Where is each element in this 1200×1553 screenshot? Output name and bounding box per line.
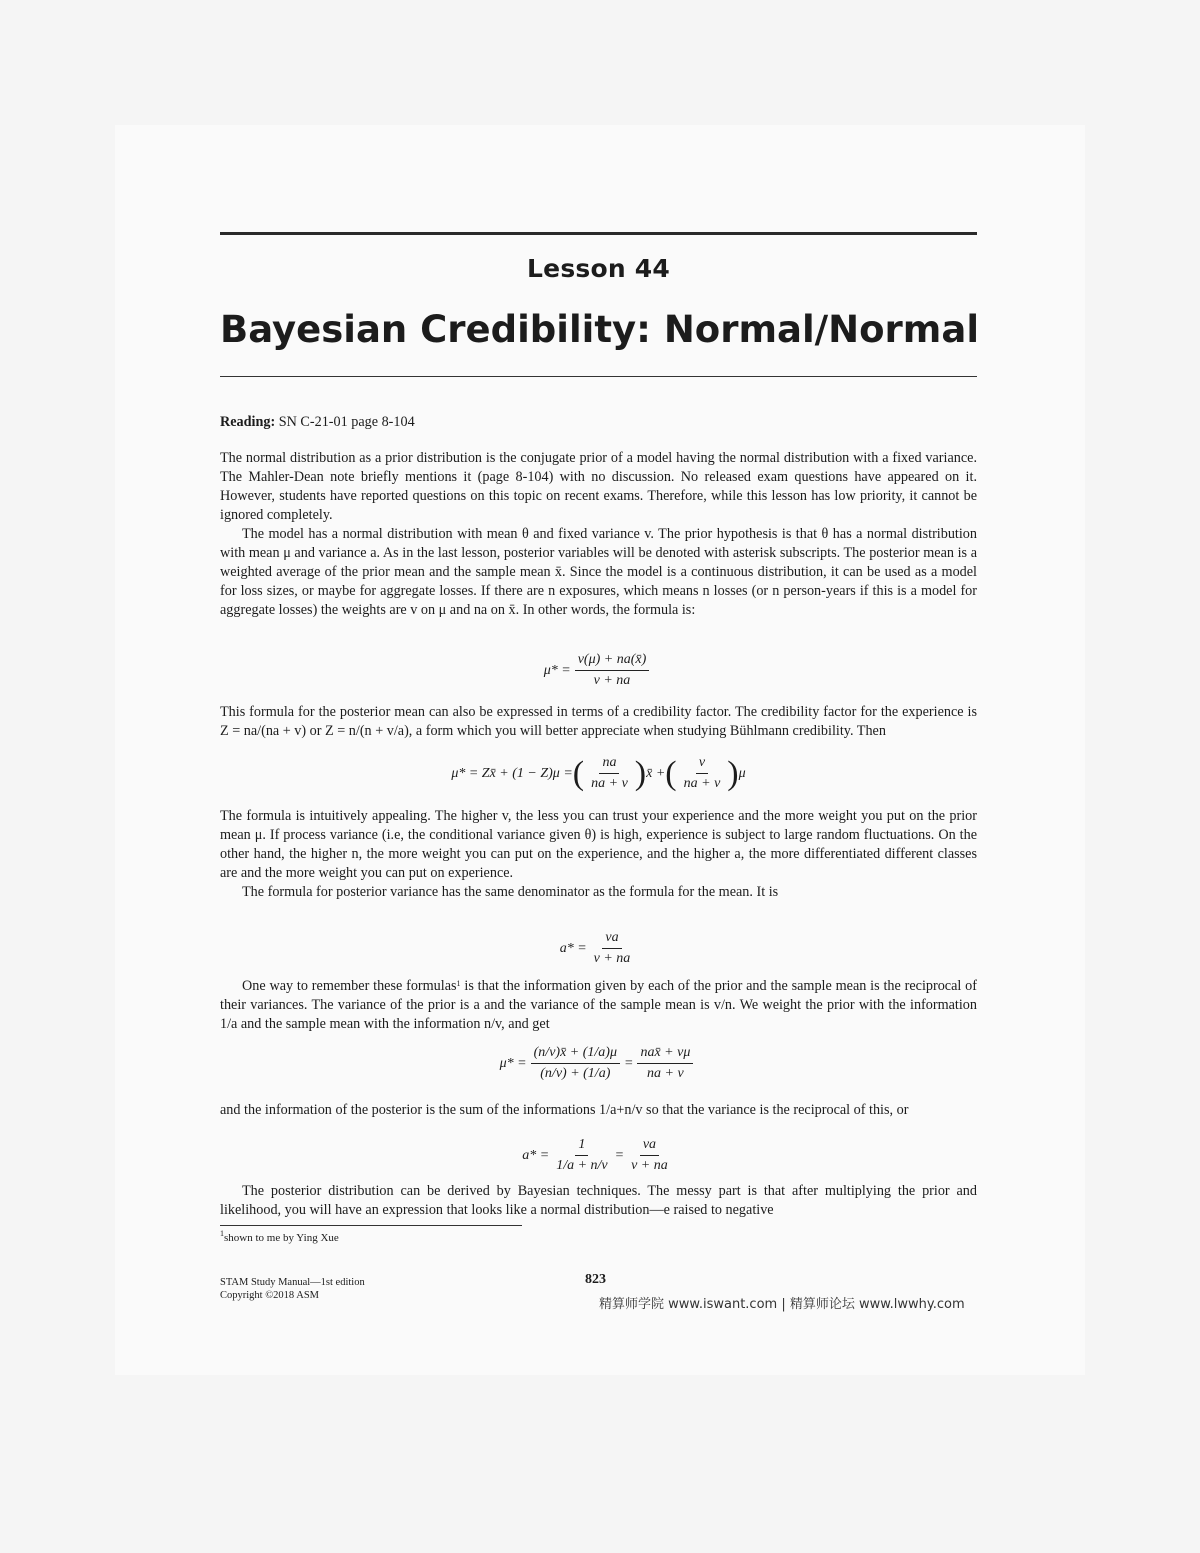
footer-edition — [220, 1276, 365, 1302]
paragraph-2: The model has a normal distribution with mean θ and fixed variance v. The prior hypothesis is that θ has a normal distribution with mean μ and variance a. As in the last lesson, posterior variables will be denoted with asterisk subscripts. The posterior mean is a weighted average of the prior mean and the sample mean x̄. Since the model is a continuous distribution, it can be used as a model for loss sizes, or maybe for aggregate losses. If there are n exposures, which means n losses (or n person-years if this is a model for aggregate losses) the weights are v on μ and na on x̄. In other words, the formula is: — [220, 526, 977, 618]
eq4-num-1: (n/v)x̄ + (1/a)μ — [531, 1045, 620, 1064]
eq4-den-2: na + v — [647, 1066, 684, 1081]
equation-credibility — [220, 755, 977, 792]
eq5-den-1: 1/a + n/v — [556, 1158, 608, 1173]
paragraph-6-rest: is that the information given by each of the prior and the sample mean is the reciprocal of their variances. The variance of the prior is a and the variance of the sample mean is v/n. We weight the prior with the information 1/a and the sample mean with the information n/v, and get — [220, 978, 977, 1032]
eq5-num-1: 1 — [575, 1137, 588, 1156]
paren-close: ) — [727, 754, 739, 792]
eq4-num-2: nax̄ + vμ — [637, 1045, 693, 1064]
header-rule-bottom — [220, 376, 977, 377]
eq2-tail: μ — [738, 765, 746, 781]
eq3-fraction — [591, 930, 634, 967]
eq3-numerator: va — [602, 930, 621, 949]
eq5-num-2: va — [640, 1137, 659, 1156]
eq2-num-1: na — [599, 755, 619, 774]
eq2-lhs: μ* = Zx̄ + (1 − Z)μ = — [451, 765, 573, 781]
footnote — [220, 1229, 339, 1244]
equation-posterior-mean — [220, 652, 977, 689]
lesson-title: Bayesian Credibility: Normal/Normal — [220, 308, 980, 351]
equation-information-mean — [220, 1045, 977, 1082]
paragraph-4-block — [220, 807, 977, 902]
lesson-number: Lesson 44 — [527, 254, 670, 283]
equation-information-variance — [220, 1137, 977, 1174]
eq3-denominator: v + na — [593, 951, 631, 966]
footnote-mark: 1 — [220, 1229, 224, 1238]
eq5-equals: = — [614, 1147, 625, 1163]
reading-label: Reading: — [220, 414, 276, 430]
equation-posterior-variance — [220, 930, 977, 967]
paren-open: ( — [572, 754, 585, 792]
watermark-text: 精算师学院 www.iswant.com | 精算师论坛 www.lwwhy.com — [599, 1297, 965, 1312]
intro-paragraphs — [220, 449, 977, 620]
eq4-fraction-1 — [531, 1045, 620, 1082]
eq1-fraction — [575, 652, 650, 689]
eq2-num-2: v — [696, 755, 708, 774]
paragraph-6 — [220, 977, 977, 1034]
eq2-den-1: na + v — [591, 776, 628, 791]
footnote-ref: 1 — [456, 979, 461, 988]
eq3-lhs: a* = — [559, 940, 587, 956]
page-number: 823 — [585, 1272, 606, 1287]
eq2-den-2: na + v — [683, 776, 721, 791]
eq5-fraction-2 — [628, 1137, 671, 1174]
eq4-fraction-2 — [637, 1045, 693, 1082]
reading-line — [220, 413, 977, 432]
eq4-equals: = — [623, 1055, 634, 1071]
header-rule-top — [220, 232, 977, 235]
footer-line-2: Copyright ©2018 ASM — [220, 1290, 319, 1301]
paragraph-8: The posterior distribution can be derived by Bayesian techniques. The messy part is that after multiplying the prior and likelihood, you will have an expression that looks like a normal distribution—e raised to negative — [220, 1183, 977, 1218]
eq1-denominator: v + na — [593, 673, 631, 688]
paragraph-7: and the information of the posterior is the sum of the informations 1/a+n/v so that the variance is the reciprocal of this, or — [220, 1102, 909, 1118]
footnote-text: shown to me by Ying Xue — [224, 1232, 339, 1244]
paren-open: ( — [665, 754, 677, 792]
paragraph-4: The formula is intuitively appealing. The higher v, the less you can trust your experience and the more weight you put on the prior mean μ. If process variance (i.e, the conditional variance given θ) is high, experience is subject to large random fluctuations. On the other hand, the higher n, the more weight you can put on the experience, and the higher a, the more differentiated different classes are and the more weight you can put on experience. — [220, 808, 977, 881]
footer-line-1: STAM Study Manual—1st edition — [220, 1277, 365, 1288]
eq5-den-2: v + na — [631, 1158, 668, 1173]
footnote-rule — [220, 1225, 522, 1226]
eq1-lhs: μ* = — [543, 662, 571, 678]
eq2-mid: x̄ + — [646, 765, 666, 781]
eq1-numerator: v(μ) + na(x̄) — [575, 652, 650, 671]
paragraph-3: This formula for the posterior mean can also be expressed in terms of a credibility factor. The credibility factor for the experience is Z = na/(na + v) or Z = n/(n + v/a), a form which you will better appreciate when studying Bühlmann credibility. Then — [220, 704, 977, 739]
paragraph-1: The normal distribution as a prior distribution is the conjugate prior of a model having the normal distribution with a fixed variance. The Mahler-Dean note briefly mentions it (page 8-104) with no discussion. No released exam questions have appeared on it. However, students have reported questions on this topic on recent exams. Therefore, while this lesson has low priority, it cannot be ignored completely. — [220, 450, 977, 523]
eq5-fraction-1 — [553, 1137, 610, 1174]
reading-text: SN C-21-01 page 8-104 — [278, 414, 415, 430]
paragraph-5: The formula for posterior variance has the same denominator as the formula for the mean. It is — [242, 884, 779, 900]
eq4-den-1: (n/v) + (1/a) — [540, 1066, 611, 1081]
eq4-lhs: μ* = — [499, 1055, 527, 1071]
eq2-fraction-1 — [588, 755, 631, 792]
eq2-fraction-2 — [681, 755, 724, 792]
paragraph-6-start: One way to remember these formulas — [242, 978, 457, 994]
paren-close: ) — [634, 754, 647, 792]
eq5-lhs: a* = — [522, 1147, 550, 1163]
